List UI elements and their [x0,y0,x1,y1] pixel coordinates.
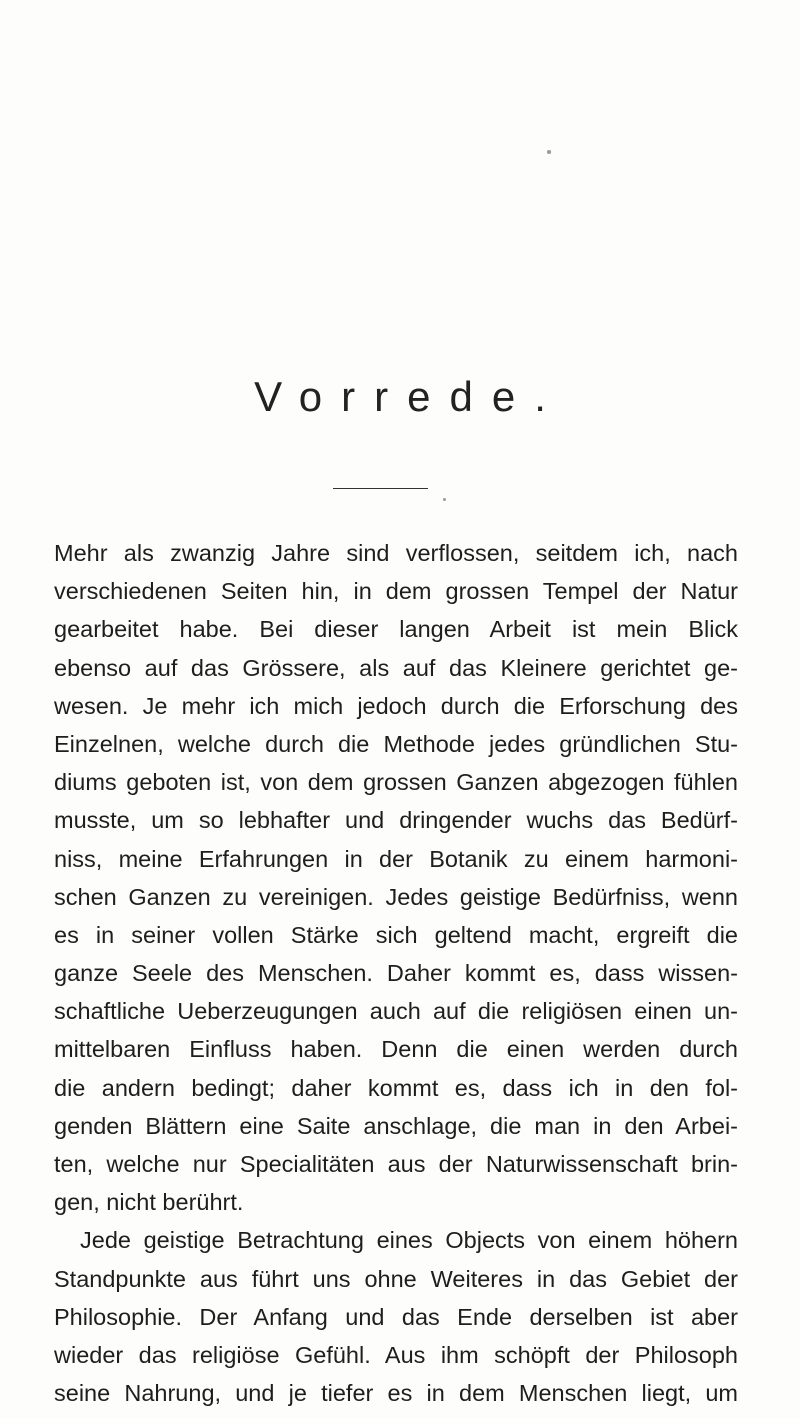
text-line: es in seiner vollen Stärke sich geltend macht, ergreift die [54,921,738,948]
paper-speck [443,498,446,501]
text-line: wieder das religiöse Gefühl. Aus ihm schöpft der Philosoph [54,1341,738,1368]
text-line: gen, nicht berührt. [54,1189,244,1216]
text-line: ganze Seele des Menschen. Daher kommt es, dass wissen- [54,960,738,987]
text-line: diums geboten ist, von dem grossen Ganzen abgezogen fühlen [54,769,738,796]
text-line: schaftliche Ueberzeugungen auch auf die religiösen einen un- [54,998,738,1025]
text-line: gearbeitet habe. Bei dieser langen Arbeit ist mein Blick [54,616,738,643]
text-line: Standpunkte aus führt uns ohne Weiteres in das Gebiet der [54,1265,738,1292]
paper-speck [547,150,551,154]
text-line: genden Blättern eine Saite anschlage, die man in den Arbei- [54,1112,738,1139]
text-line: verschiedenen Seiten hin, in dem grossen Tempel der Natur [54,578,738,605]
text-line: schen Ganzen zu vereinigen. Jedes geistige Bedürfniss, wenn [54,883,738,910]
text-line: Jede geistige Betrachtung eines Objects von einem höhern [80,1227,738,1254]
text-line: mittelbaren Einfluss haben. Denn die einen werden durch [54,1036,738,1063]
text-line: ten, welche nur Specialitäten aus der Naturwissenschaft brin- [54,1151,738,1177]
text-line: Mehr als zwanzig Jahre sind verflossen, seitdem ich, nach [54,540,738,566]
text-line: wesen. Je mehr ich mich jedoch durch die Erforschung des [54,692,738,719]
text-line: Einzelnen, welche durch die Methode jedes gründlichen Stu- [54,730,738,757]
page-title: Vorrede. [254,373,565,420]
text-line: ebenso auf das Grössere, als auf das Kleinere gerichtet ge- [54,654,738,681]
text-line: musste, um so lebhafter und dringender wuchs das Bedürf- [54,807,738,834]
body-text [54,534,738,1412]
text-line: niss, meine Erfahrungen in der Botanik zu einem harmoni- [54,845,738,872]
text-line: seine Nahrung, und je tiefer es in dem Menschen liegt, um [54,1380,738,1407]
text-line: die andern bedingt; daher kommt es, dass ich in den fol- [54,1074,738,1101]
text-line: Philosophie. Der Anfang und das Ende derselben ist aber [54,1303,738,1330]
title-divider [333,488,428,489]
